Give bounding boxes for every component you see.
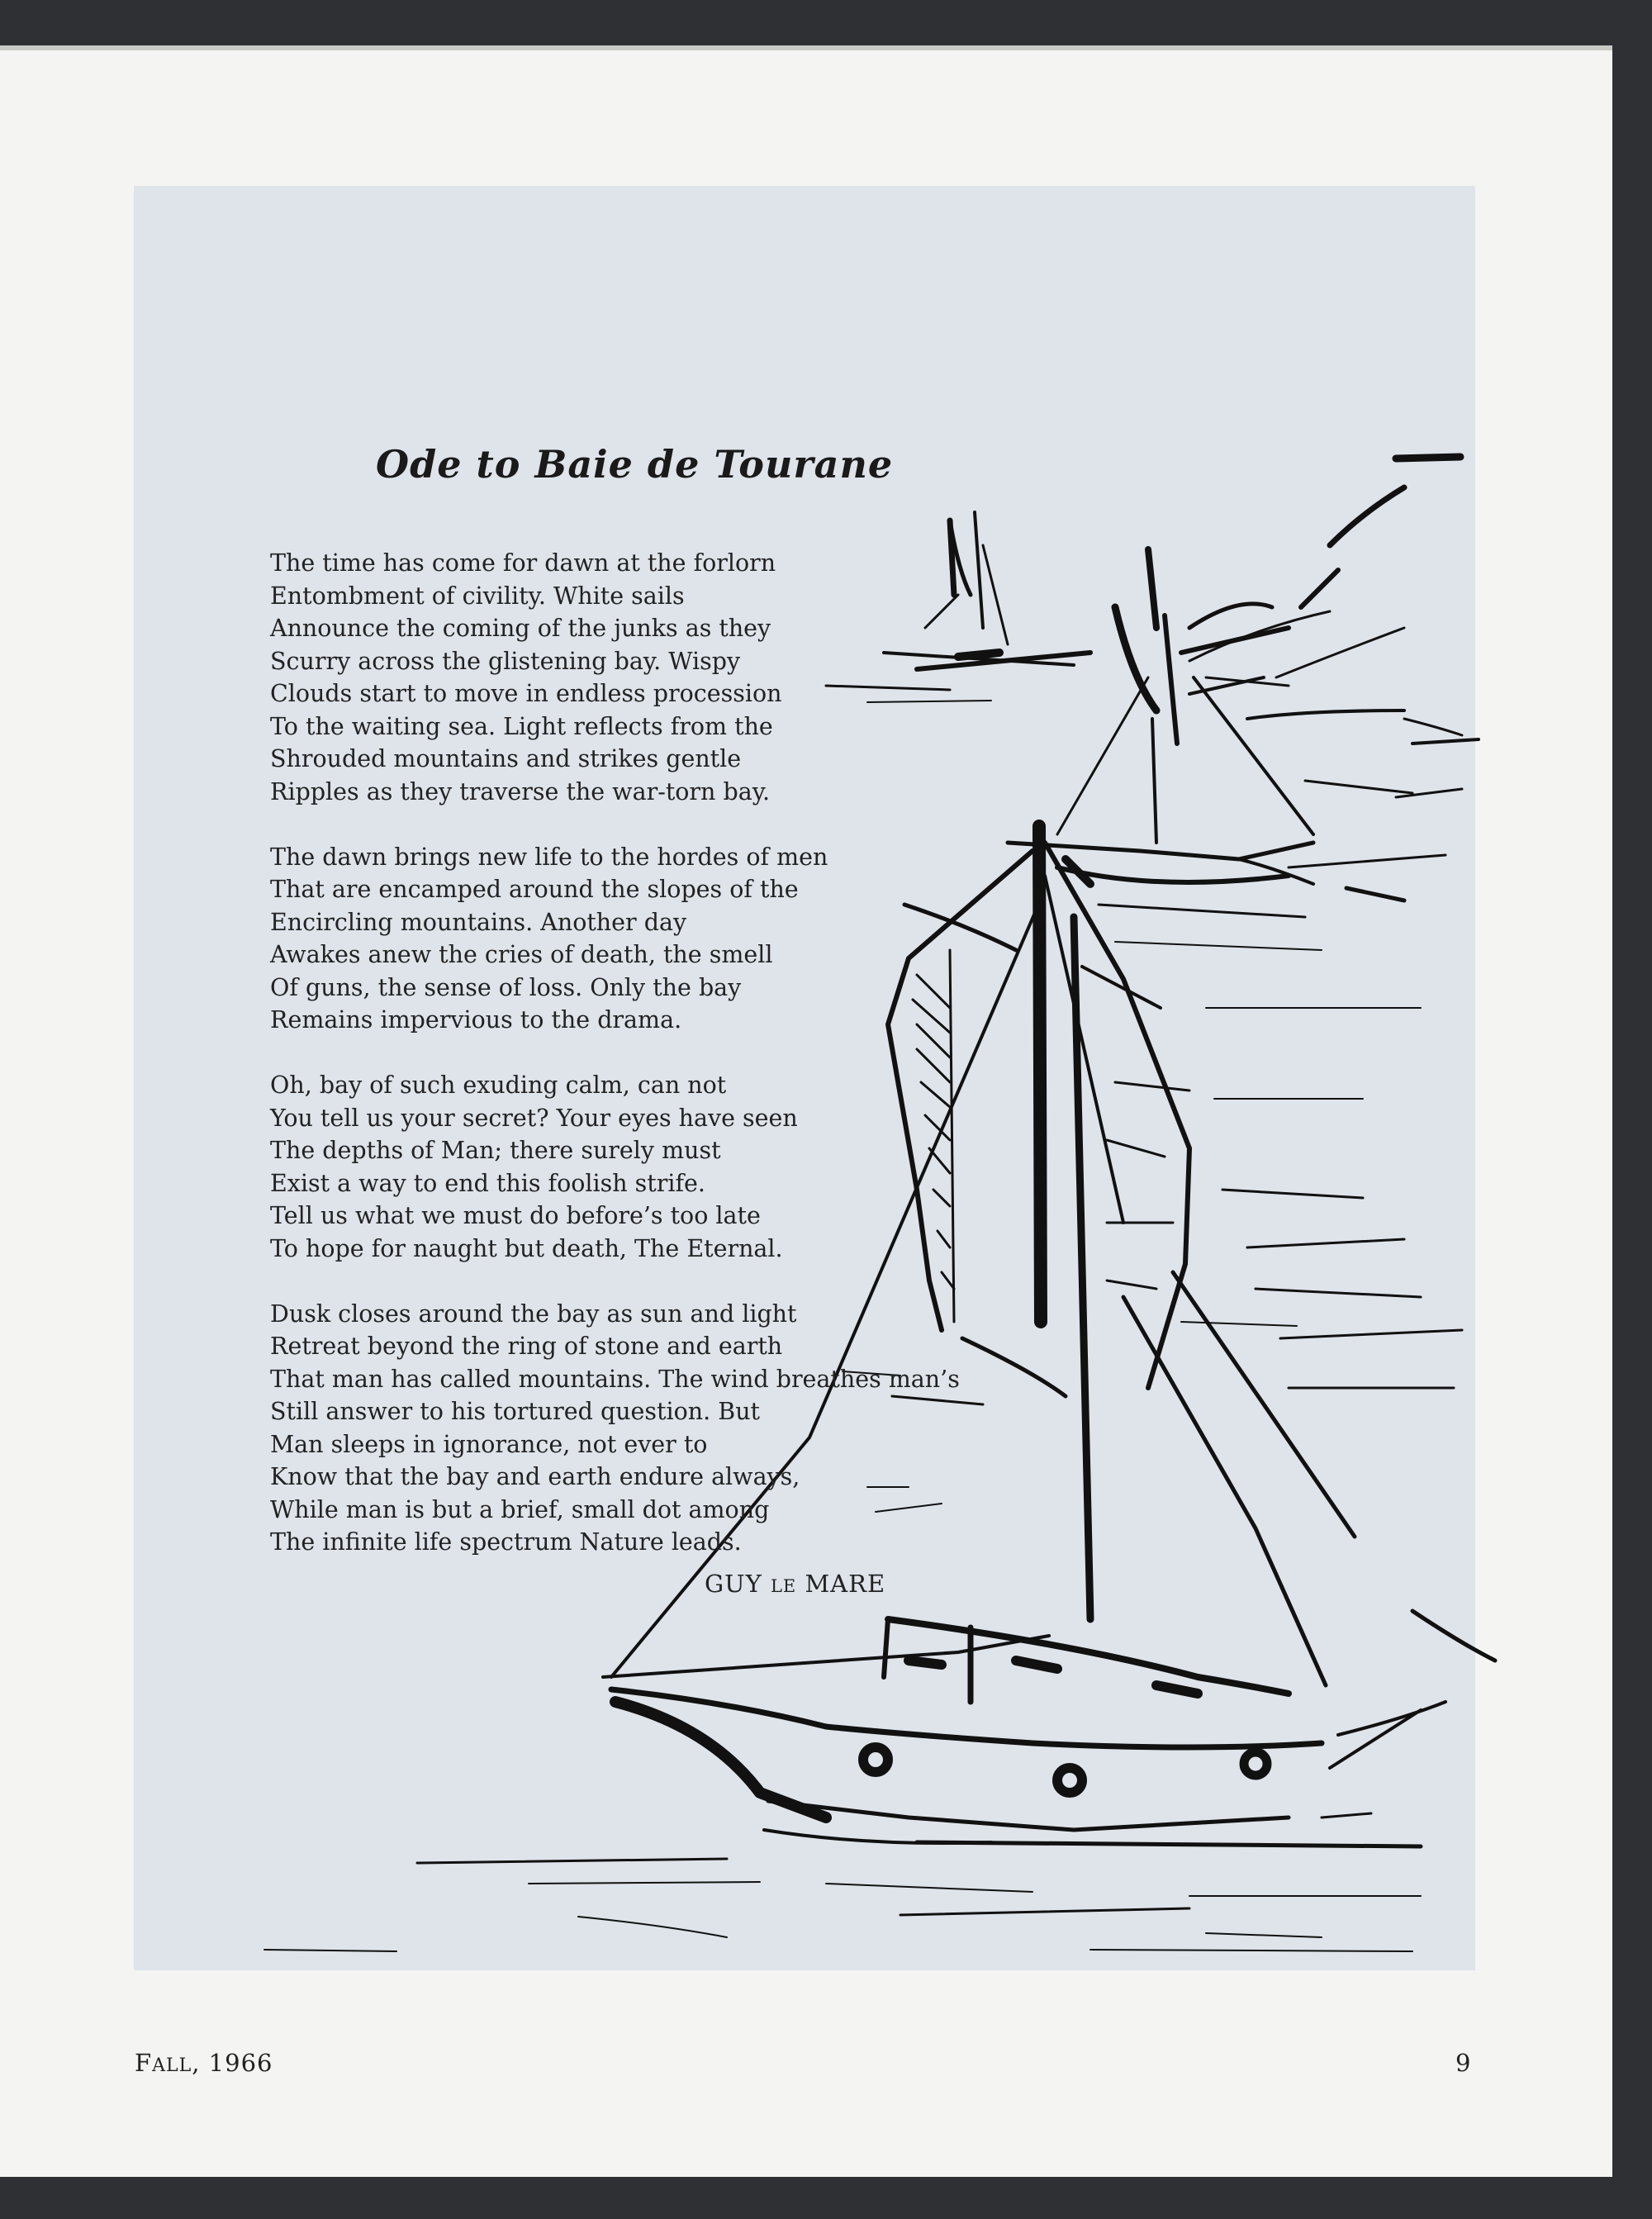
poem-line: You tell us your secret? Your eyes have seen [270,1104,798,1132]
poem-line: Awakes anew the cries of death, the smell [270,941,773,968]
poem-line: Encircling mountains. Another day [270,908,687,936]
poem-line: Entombment of civility. White sails [270,582,685,610]
poem-line: Man sleeps in ignorance, not ever to [270,1430,708,1458]
poem-line: Know that the bay and earth endure always, [270,1463,800,1490]
poem-line: Exist a way to end this foolish strife. [270,1169,705,1197]
poem-line: Scurry across the glistening bay. Wispy [270,647,741,675]
season-initial: F [135,2049,153,2077]
page-number: 9 [1455,2049,1471,2077]
author-last: MARE [796,1570,886,1598]
poem-line: Tell us what we must do before’s too late [270,1202,761,1229]
poem-line: Of guns, the sense of loss. Only the bay [270,973,742,1001]
poem-line: While man is but a brief, small dot among [270,1495,770,1523]
poem-line: Clouds start to move in endless procession [270,680,782,707]
stanza-1 [270,547,1096,808]
poem-line: Shrouded mountains and strikes gentle [270,745,742,772]
poem-line: To hope for naught but death, The Eternal. [270,1234,783,1262]
poem-line: Announce the coming of the junks as they [270,615,771,642]
author-particle: LE [770,1576,797,1596]
poem-line: To the waiting sea. Light reflects from the [270,712,773,740]
season-rest: ALL [152,2055,192,2076]
author-first: GUY [705,1570,771,1598]
poem-line: The time has come for dawn at the forlorn [270,549,776,577]
poem-line: The infinite life spectrum Nature leads. [270,1528,742,1556]
issue-year: , 1966 [192,2049,273,2077]
poem-line: Oh, bay of such exuding calm, can not [270,1071,727,1099]
poem-title: Ode to Baie de Tourane [376,442,894,487]
stanza-2 [270,841,1096,1037]
poem-line: Dusk closes around the bay as sun and light [270,1300,797,1328]
poem-line: Ripples as they traverse the war-torn bay. [270,777,771,805]
poem-line: That man has called mountains. The wind breathes man’s [270,1365,960,1393]
poem-line: Retreat beyond the ring of stone and earth [270,1333,783,1360]
stanza-4 [270,1298,1096,1559]
poem-line: The dawn brings new life to the hordes of men [270,843,828,871]
stanza-3 [270,1069,1096,1265]
poem-line: That are encamped around the slopes of the [270,876,799,903]
poem-line: The depths of Man; there surely must [270,1137,721,1164]
poem-line: Still answer to his tortured question. But [270,1398,761,1425]
poem-author [705,1570,885,1598]
poem-line: Remains impervious to the drama. [270,1006,682,1033]
poem-body [270,547,1096,1591]
